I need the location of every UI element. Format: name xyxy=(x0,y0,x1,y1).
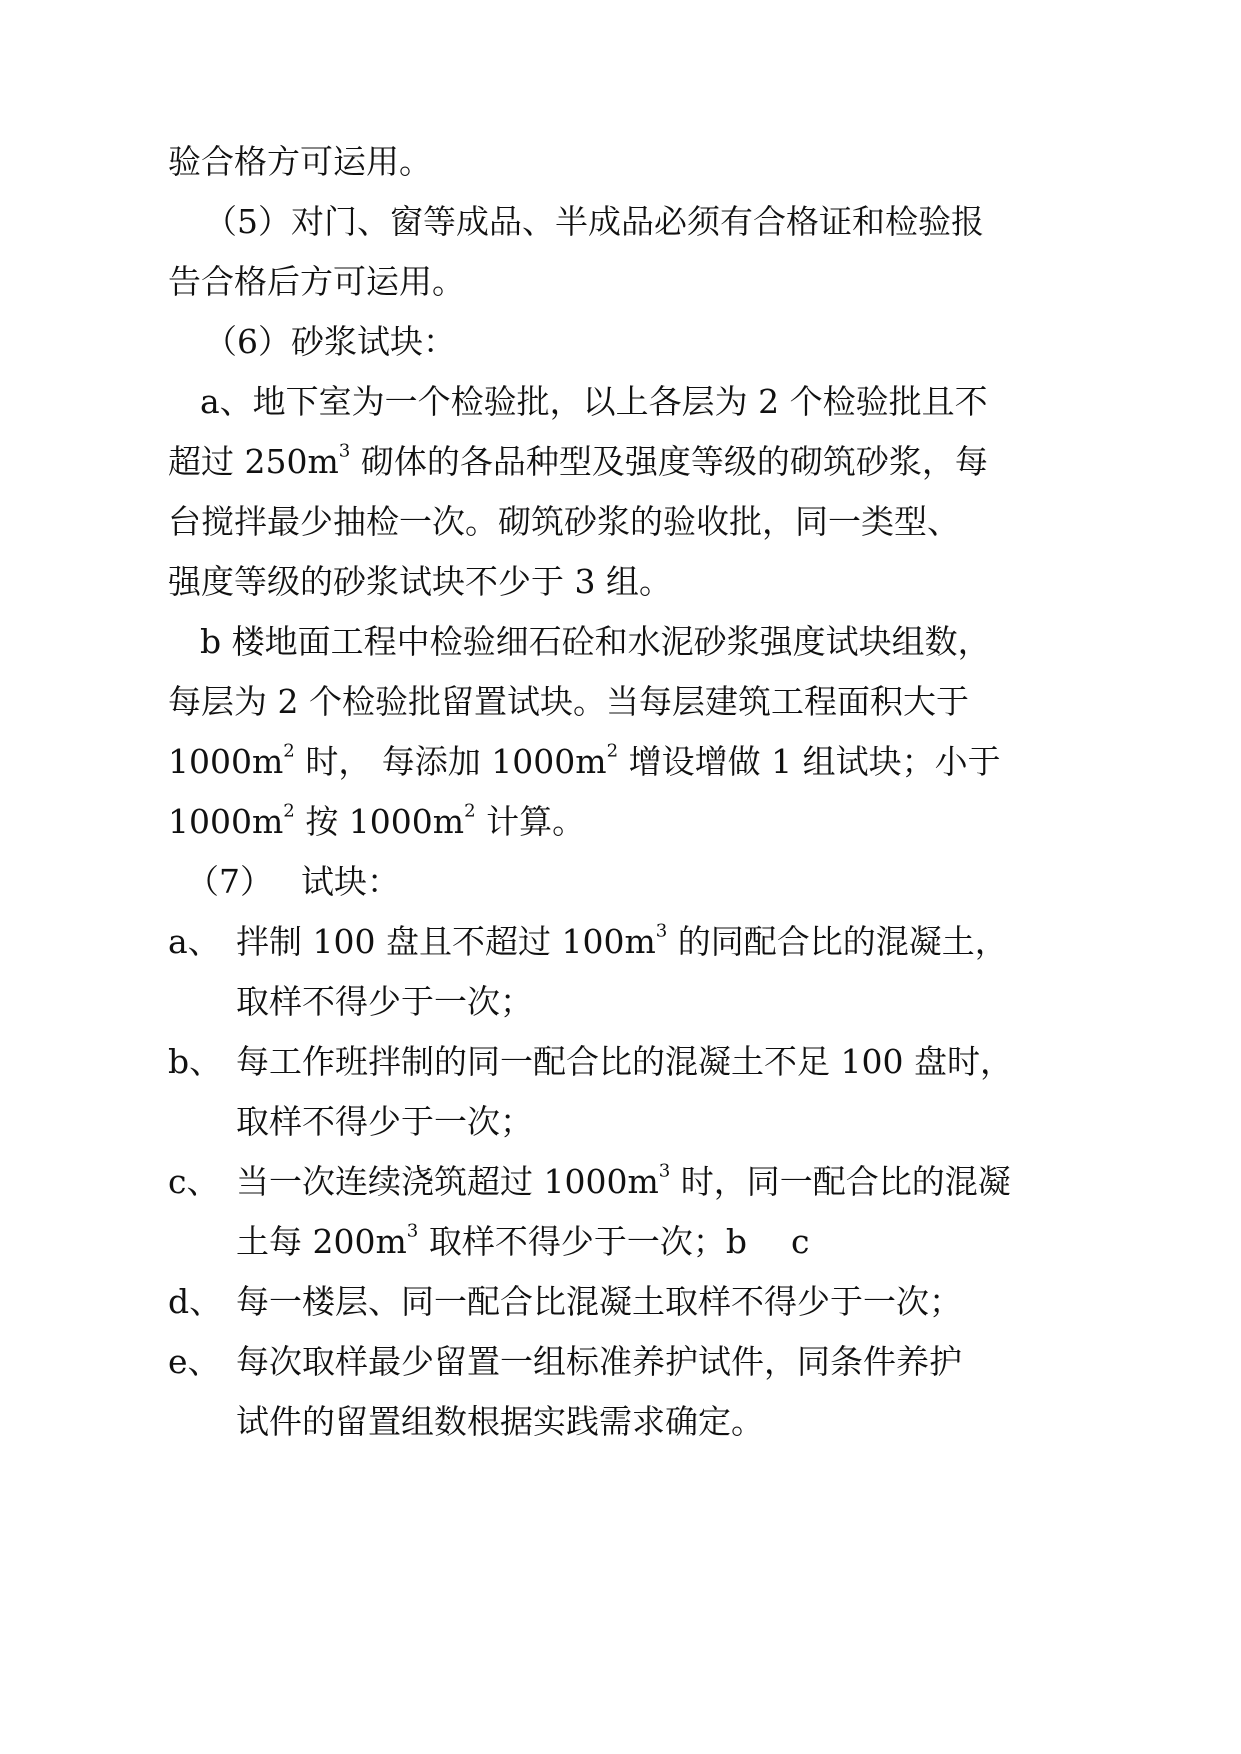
list-item-line: 每工作班拌制的同一配合比的混凝土不足 100 盘时， xyxy=(236,1042,1013,1081)
list-marker: c、 xyxy=(168,1162,220,1201)
paragraph-line: a、地下室为一个检验批，以上各层为 2 个检验批且不 xyxy=(200,382,988,421)
list-marker: d、 xyxy=(168,1282,223,1321)
list-item-line: 当一次连续浇筑超过 $1000m^3$ 时，同一配合比的混凝 xyxy=(236,1160,1011,1201)
paragraph-line: 强度等级的砂浆试块不少于 3 组。 xyxy=(168,562,672,601)
list-item-line: 拌制 100 盘且不超过 $100m^3$ 的同配合比的混凝土， xyxy=(236,920,1008,961)
section-heading xyxy=(186,862,400,902)
section-heading: （6）砂浆试块： xyxy=(204,322,456,361)
list-marker: a、 xyxy=(168,922,221,961)
list-item-line: 每一楼层、同一配合比混凝土取样不得少于一次； xyxy=(236,1282,962,1321)
list-marker: b、 xyxy=(168,1042,223,1081)
section-title: 试块： xyxy=(301,862,400,901)
paragraph-line: 超过 $250m^3$ 砌体的各品种型及强度等级的砌筑砂浆，每 xyxy=(168,440,988,481)
list-item-line: 取样不得少于一次； xyxy=(236,1102,533,1141)
paragraph-line: 台搅拌最少抽检一次。砌筑砂浆的验收批，同一类型、 xyxy=(168,502,960,541)
list-item-line: 每次取样最少留置一组标准养护试件，同条件养护 xyxy=(236,1342,962,1381)
section-number: （7） xyxy=(186,862,273,901)
paragraph-line: 每层为 2 个检验批留置试块。当每层建筑工程面积大于 xyxy=(168,682,969,721)
list-marker: e、 xyxy=(168,1342,221,1381)
paragraph-line: 告合格后方可运用。 xyxy=(168,262,465,301)
paragraph-line: $1000m^2$ 时， 每添加 $1000m^2$ 增设增做 1 组试块；小于 xyxy=(168,740,1001,781)
paragraph-line: $1000m^2$ 按 $1000m^2$ 计算。 xyxy=(168,800,586,841)
list-item-line: 取样不得少于一次； xyxy=(236,982,533,1021)
paragraph-line: 验合格方可运用。 xyxy=(168,142,432,181)
paragraph-line: （5）对门、窗等成品、半成品必须有合格证和检验报 xyxy=(204,202,984,241)
list-item-line: 土每 $200m^3$ 取样不得少于一次；b c xyxy=(236,1220,810,1261)
list-item-line: 试件的留置组数根据实践需求确定。 xyxy=(236,1402,764,1441)
paragraph-line: b 楼地面工程中检验细石砼和水泥砂浆强度试块组数， xyxy=(200,622,991,661)
